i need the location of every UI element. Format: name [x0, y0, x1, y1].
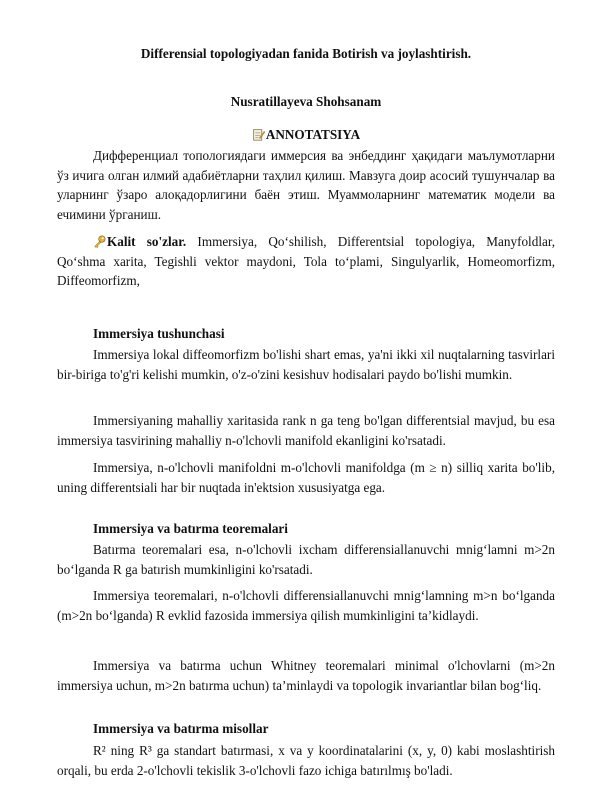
keywords-paragraph — [57, 232, 555, 291]
key-icon — [93, 235, 106, 248]
section-paragraph: Batırma teoremalari esa, n-o'lchovli ixcham differensiallanuvchi mnig‘lamni m>2n bo‘lganda R ga batırish mumkinligini ko'rsatadi. — [57, 542, 555, 577]
section-paragraph: Immersiya, n-o'lchovli manifoldni m-o'lchovli manifoldga (m ≥ n) silliq xarita bo'lib, uning differentsiali har bir nuqtada in'ektsion xususiyatga ega. — [57, 460, 555, 495]
section-heading-misollar: Immersiya va batırma misollar — [93, 721, 269, 736]
annotation-text: Дифференциал топологиядаги иммерсия ва энбеддинг ҳақидаги маълумотларни ўз ичига олган илмий адабиётларни таҳлил қилиш. Мавзуга доир асосий тушунчалар ва уларнинг ўзаро алоқадорлигини баён этиш. Муаммоларнинг математик модели ва ечимини ўрганиш. — [57, 148, 555, 222]
annotation-heading-row — [0, 127, 612, 143]
section-heading-teoremalari: Immersiya va batırma teoremalari — [93, 521, 288, 536]
document-title: Differensial topologiyadan fanida Botirish va joylashtirish. — [140, 46, 472, 61]
annotation-heading: ANNOTATSIYA — [265, 127, 361, 142]
keywords-text: Immersiya, Qo‘shilish, Differentsial topologiya, Manyfoldlar, Qo‘shma xarita, Tegishli vektor maydoni, Tola to‘plami, Singulyarlik, Homeomorfizm, Diffeomorfizm, — [57, 234, 555, 288]
section-heading-immersiya-tushunchasi: Immersiya tushunchasi — [93, 326, 225, 341]
section-paragraph: R² ning R³ ga standart batırmasi, x va y koordinatalarini (x, y, 0) kabi moslashtirish orqali, bu erda 2-o'lchovli tekislik 3-o'lchovli fazo ichiga batırılmış bo'ladi. — [57, 743, 555, 778]
section-paragraph: Immersiya lokal diffeomorfizm bo'lishi shart emas, ya'ni ikki xil nuqtalarning tasvirlari bir-biriga to'g'ri kelishi mumkin, o'z-o'zini kesishuv hodisalari paydo bo'lishi mumkin. — [57, 347, 555, 382]
keywords-label: Kalit so'zlar. — [107, 234, 187, 249]
section-paragraph: Immersiya va batırma uchun Whitney teoremalari minimal o'lchovlarni (m>2n immersiya uchun, m>2n batırma uchun) ta’minlaydi va topologik invariantlar bilan bog‘liq. — [57, 658, 555, 693]
section-paragraph: Immersiya teoremalari, n-o'lchovli differensiallanuvchi mnig‘lamning m>n bo‘lganda (m>2n bo‘lganda) R evklid fazosida immersiya qilish mumkinligini ta’kidlaydi. — [57, 588, 555, 623]
memo-icon — [252, 128, 265, 141]
section-paragraph: Immersiyaning mahalliy xaritasida rank n ga teng bo'lgan differentsial mavjud, bu esa immersiya tasvirining mahalliy n-o'lchovli manifold ekanligini ko'rsatadi. — [57, 413, 555, 448]
author-name: Nusratillayeva Shohsanam — [230, 94, 382, 109]
